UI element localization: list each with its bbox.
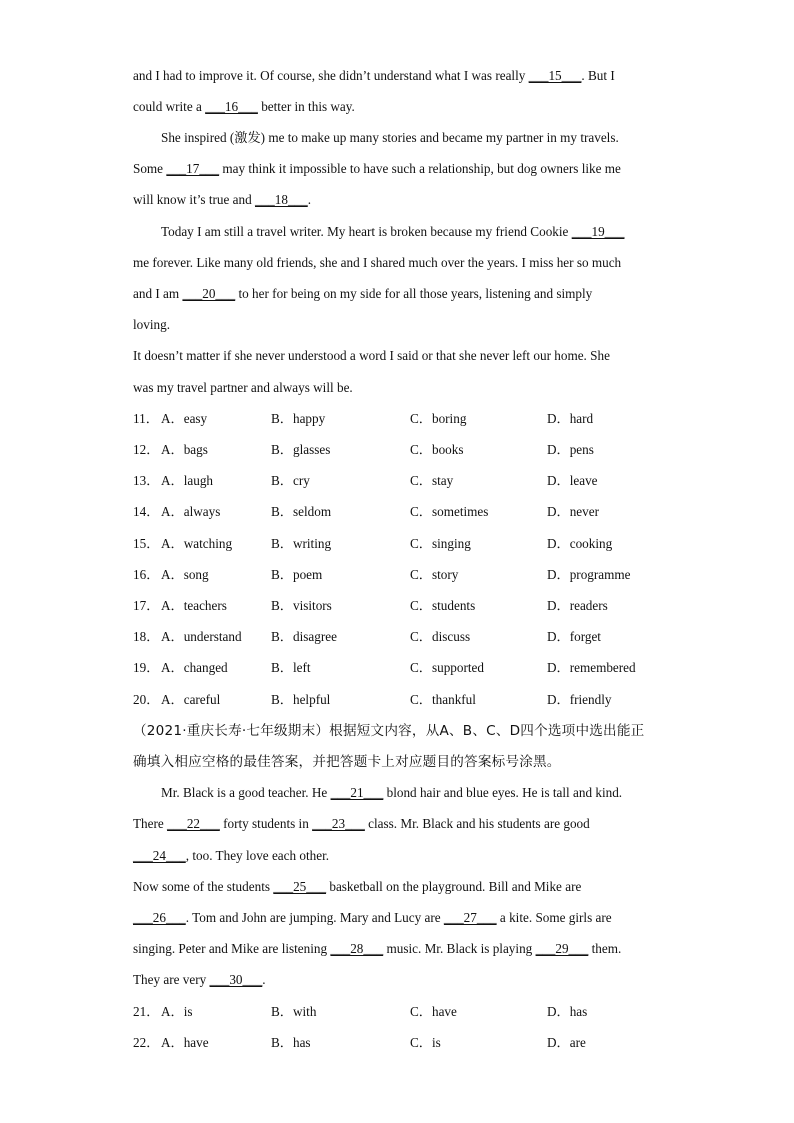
option-c: C．discuss <box>410 629 471 644</box>
blank-20: ___20___ <box>182 286 236 301</box>
option-d: D．remembered <box>547 660 636 675</box>
blank-23: ___23___ <box>312 816 365 831</box>
passage-line <box>133 971 266 989</box>
text: to her for being on my side for all those years, listening and simply <box>235 286 593 301</box>
blank-26: ___26___ <box>133 910 186 925</box>
blank-15: ___15___ <box>528 68 582 83</box>
option-c: C．boring <box>410 411 467 426</box>
option-d: D．leave <box>547 473 598 488</box>
question-number: 21． <box>133 1004 160 1019</box>
option-c: C．books <box>410 442 464 457</box>
passage-line <box>133 847 329 865</box>
question-number: 13． <box>133 473 160 488</box>
passage-line <box>161 223 624 241</box>
option-b: B．with <box>271 1004 317 1019</box>
text: Now some of the students <box>133 879 274 894</box>
option-a: A．careful <box>161 692 221 707</box>
option-a: A．always <box>161 504 221 519</box>
instruction-line: （2021·重庆长寿·七年级期末）根据短文内容，从A、B、C、D四个选项中选出能正 <box>133 723 645 739</box>
passage-line <box>133 160 621 178</box>
option-b: B．seldom <box>271 504 332 519</box>
option-d: D．never <box>547 504 599 519</box>
text: . <box>307 192 312 207</box>
option-c: C．students <box>410 598 476 613</box>
text: a kite. Some girls are <box>496 910 612 925</box>
option-d: D．forget <box>547 629 601 644</box>
option-d: D．friendly <box>547 692 612 707</box>
option-b: B．happy <box>271 411 326 426</box>
text: music. Mr. Black is playing <box>383 941 536 956</box>
option-d: D．cooking <box>547 536 613 551</box>
option-a: A．changed <box>161 660 228 675</box>
option-a: A．teachers <box>161 598 227 613</box>
text: and I had to improve it. Of course, she didn’t understand what I was really <box>133 68 529 83</box>
blank-30: ___30___ <box>209 972 263 987</box>
option-d: D．has <box>547 1004 588 1019</box>
question-number: 18． <box>133 629 160 644</box>
option-c: C．stay <box>410 473 454 488</box>
text: will know it’s true and <box>133 192 255 207</box>
text: was my travel partner and always will be. <box>133 380 353 395</box>
option-b: B．visitors <box>271 598 332 613</box>
option-a: A．bags <box>161 442 208 457</box>
option-c: C．thankful <box>410 692 476 707</box>
passage-line <box>161 784 622 802</box>
question-number: 20． <box>133 692 160 707</box>
blank-19: ___19___ <box>571 224 625 239</box>
option-c: C．story <box>410 567 459 582</box>
option-a: A．song <box>161 567 209 582</box>
blank-28: ___28___ <box>330 941 384 956</box>
passage-line <box>133 815 590 833</box>
instruction-line: 确填入相应空格的最佳答案，并把答题卡上对应题目的答案标号涂黑。 <box>133 754 561 770</box>
blank-24: ___24___ <box>133 848 186 863</box>
question-number: 14． <box>133 504 160 519</box>
text: loving. <box>133 317 170 332</box>
option-b: B．glasses <box>271 442 331 457</box>
text: forty students in <box>219 816 313 831</box>
question-number: 12． <box>133 442 160 457</box>
text: singing. Peter and Mike are listening <box>133 941 331 956</box>
option-b: B．has <box>271 1035 311 1050</box>
blank-17: ___17___ <box>166 161 220 176</box>
option-b: B．left <box>271 660 311 675</box>
option-b: B．cry <box>271 473 310 488</box>
text: blond hair and blue eyes. He is tall and kind. <box>383 785 623 800</box>
option-d: D．readers <box>547 598 608 613</box>
passage-line <box>133 254 621 272</box>
text: She inspired (激发) me to make up many stories and became my partner in my travels. <box>161 130 619 145</box>
option-b: B．writing <box>271 536 332 551</box>
option-d: D．hard <box>547 411 594 426</box>
text: Some <box>133 161 167 176</box>
text: . But I <box>581 68 615 83</box>
option-a: A．easy <box>161 411 208 426</box>
blank-18: ___18___ <box>254 192 308 207</box>
blank-22: ___22___ <box>167 816 220 831</box>
option-c: C．sometimes <box>410 504 489 519</box>
passage-line <box>133 878 581 896</box>
option-d: D．are <box>547 1035 586 1050</box>
option-b: B．disagree <box>271 629 337 644</box>
option-c: C．is <box>410 1035 441 1050</box>
passage-line <box>133 98 355 116</box>
option-a: A．have <box>161 1035 209 1050</box>
passage-line <box>161 129 619 147</box>
option-a: A．watching <box>161 536 233 551</box>
text: They are very <box>133 972 210 987</box>
blank-16: ___16___ <box>205 99 258 114</box>
passage-line <box>133 67 615 85</box>
passage-line <box>133 316 170 334</box>
passage-line <box>133 379 353 397</box>
option-a: A．laugh <box>161 473 214 488</box>
text: Today I am still a travel writer. My heart is broken because my friend Cookie <box>161 224 572 239</box>
question-number: 16． <box>133 567 160 582</box>
text: me forever. Like many old friends, she and I shared much over the years. I miss her so much <box>133 255 622 270</box>
text: Mr. Black is a good teacher. He <box>161 785 331 800</box>
question-number: 19． <box>133 660 160 675</box>
text: , too. They love each other. <box>185 848 330 863</box>
blank-25: ___25___ <box>273 879 327 894</box>
option-a: A．is <box>161 1004 193 1019</box>
option-b: B．helpful <box>271 692 331 707</box>
text: class. Mr. Black and his students are good <box>364 816 590 831</box>
text: There <box>133 816 168 831</box>
option-c: C．supported <box>410 660 484 675</box>
option-b: B．poem <box>271 567 323 582</box>
text: and I am <box>133 286 183 301</box>
text: . <box>262 972 266 987</box>
text: them. <box>588 941 622 956</box>
passage-line <box>133 285 592 303</box>
text: may think it impossible to have such a relationship, but dog owners like me <box>219 161 621 176</box>
question-number: 15． <box>133 536 160 551</box>
blank-29: ___29___ <box>535 941 589 956</box>
blank-21: ___21___ <box>330 785 384 800</box>
blank-27: ___27___ <box>443 910 497 925</box>
text: could write a <box>133 99 206 114</box>
text: basketball on the playground. Bill and Mike are <box>326 879 582 894</box>
passage-line <box>133 909 612 927</box>
question-number: 11． <box>133 411 159 426</box>
option-c: C．have <box>410 1004 457 1019</box>
passage-line <box>133 347 610 365</box>
text: better in this way. <box>257 99 355 114</box>
passage-line <box>133 940 621 958</box>
question-number: 17． <box>133 598 160 613</box>
text: . Tom and John are jumping. Mary and Lucy are <box>185 910 444 925</box>
option-d: D．pens <box>547 442 594 457</box>
option-a: A．understand <box>161 629 242 644</box>
option-d: D．programme <box>547 567 631 582</box>
question-number: 22． <box>133 1035 160 1050</box>
passage-line <box>133 191 311 209</box>
text: It doesn’t matter if she never understood a word I said or that she never left our home. She <box>133 348 610 363</box>
option-c: C．singing <box>410 536 471 551</box>
